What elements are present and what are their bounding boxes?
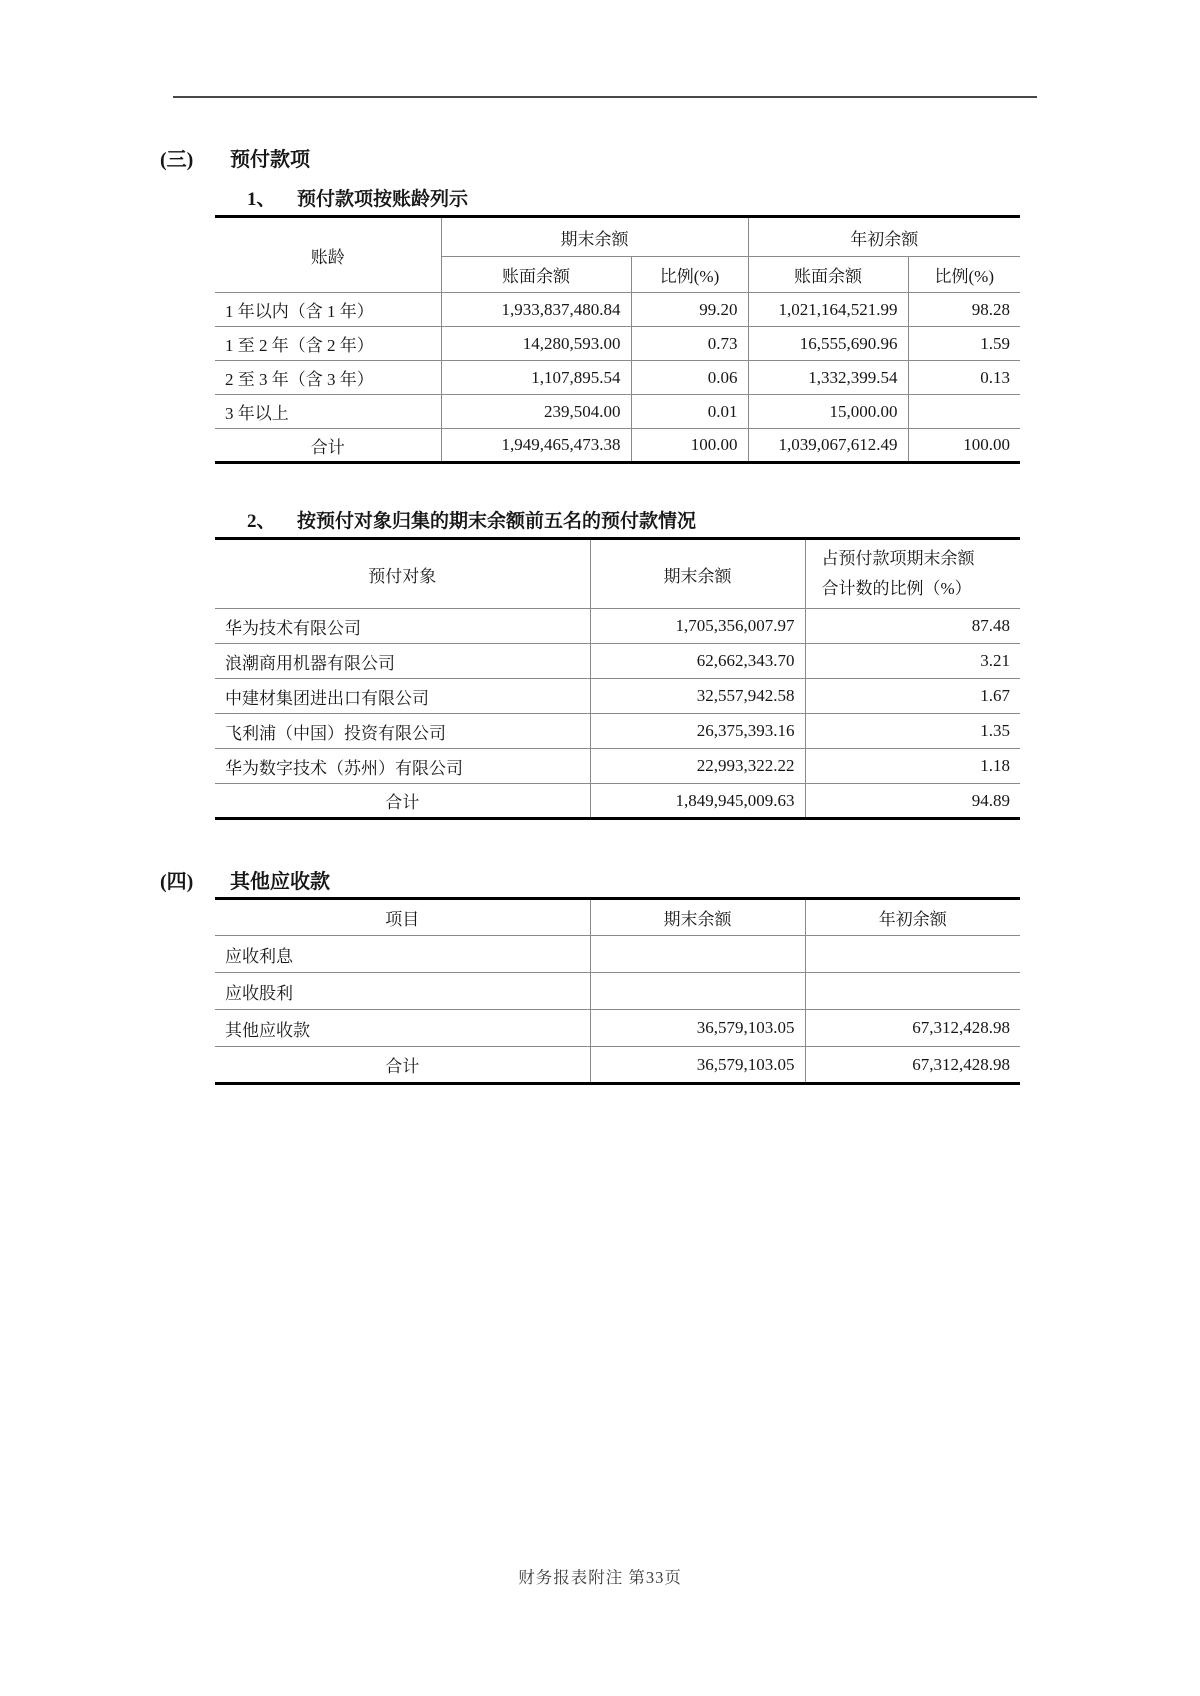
top-five-prepayment-table xyxy=(215,537,1020,820)
total-ratio-cell: 94.89 xyxy=(805,784,1020,819)
col-header-ratio: 比例(%) xyxy=(631,257,748,293)
total-label-cell: 合计 xyxy=(215,784,590,819)
subsection-2-title: 按预付对象归集的期末余额前五名的预付款情况 xyxy=(297,511,697,532)
other-receivables-table xyxy=(215,897,1020,1085)
table-row xyxy=(215,973,1020,1010)
table-row xyxy=(215,361,1020,395)
page-footer: 财务报表附注 第33页 xyxy=(518,1568,682,1587)
table-header-row xyxy=(215,539,1020,609)
subsection-1-title: 预付款项按账龄列示 xyxy=(297,189,469,210)
begin-ratio-cell: 98.28 xyxy=(908,293,1020,327)
col-header-beginning-balance: 年初余额 xyxy=(805,899,1020,936)
balance-cell: 62,662,343.70 xyxy=(590,644,805,679)
section-3-label: (三) xyxy=(160,149,194,171)
table-header-row xyxy=(215,899,1020,936)
subsection-1-heading xyxy=(247,188,1200,212)
col-header-ending-balance: 期末余额 xyxy=(441,217,748,257)
total-label-cell: 合计 xyxy=(215,429,441,463)
table-row xyxy=(215,293,1020,327)
total-end-ratio-cell: 100.00 xyxy=(631,429,748,463)
begin-balance-cell: 15,000.00 xyxy=(748,395,908,429)
aging-cell: 2 至 3 年（含 3 年） xyxy=(215,361,441,395)
end-balance-cell: 36,579,103.05 xyxy=(590,1010,805,1047)
table-total-row xyxy=(215,1047,1020,1084)
total-label-cell: 合计 xyxy=(215,1047,590,1084)
col-header-beginning-balance: 年初余额 xyxy=(748,217,1020,257)
begin-balance-cell xyxy=(805,973,1020,1010)
target-cell: 浪潮商用机器有限公司 xyxy=(215,644,590,679)
begin-balance-cell xyxy=(805,936,1020,973)
ratio-cell: 1.67 xyxy=(805,679,1020,714)
end-balance-cell: 1,107,895.54 xyxy=(441,361,631,395)
target-cell: 华为技术有限公司 xyxy=(215,609,590,644)
col-header-book-balance: 账面余额 xyxy=(441,257,631,293)
end-ratio-cell: 0.01 xyxy=(631,395,748,429)
begin-ratio-cell: 1.59 xyxy=(908,327,1020,361)
end-balance-cell: 239,504.00 xyxy=(441,395,631,429)
total-begin-ratio-cell: 100.00 xyxy=(908,429,1020,463)
col-header-prepay-target: 预付对象 xyxy=(368,566,437,586)
ratio-cell: 3.21 xyxy=(805,644,1020,679)
col-header-ending-balance: 期末余额 xyxy=(590,899,805,936)
total-balance-cell: 1,849,945,009.63 xyxy=(590,784,805,819)
page-top-rule xyxy=(173,96,1037,98)
section-3-heading xyxy=(160,148,1200,172)
begin-ratio-cell: 0.13 xyxy=(908,361,1020,395)
aging-cell: 1 年以内（含 1 年） xyxy=(215,293,441,327)
balance-cell: 22,993,322.22 xyxy=(590,749,805,784)
col-header-book-balance: 账面余额 xyxy=(748,257,908,293)
total-begin-balance-cell: 67,312,428.98 xyxy=(805,1047,1020,1084)
table-row xyxy=(215,327,1020,361)
end-ratio-cell: 0.73 xyxy=(631,327,748,361)
ratio-header-line1: 占预付款项期末余额 xyxy=(821,549,975,568)
total-end-balance-cell: 36,579,103.05 xyxy=(590,1047,805,1084)
target-cell: 华为数字技术（苏州）有限公司 xyxy=(215,749,590,784)
item-cell: 其他应收款 xyxy=(215,1010,590,1047)
aging-cell: 3 年以上 xyxy=(215,395,441,429)
table-row xyxy=(215,644,1020,679)
end-ratio-cell: 0.06 xyxy=(631,361,748,395)
prepayment-aging-table xyxy=(215,215,1020,464)
section-4-label: (四) xyxy=(160,871,194,893)
table-header-row xyxy=(215,217,1020,257)
begin-balance-cell: 67,312,428.98 xyxy=(805,1010,1020,1047)
section-3-title: 预付款项 xyxy=(230,149,310,171)
col-header-ratio: 比例(%) xyxy=(908,257,1020,293)
total-end-balance-cell: 1,949,465,473.38 xyxy=(441,429,631,463)
balance-cell: 26,375,393.16 xyxy=(590,714,805,749)
subsection-2-label: 2、 xyxy=(247,511,276,532)
table-row xyxy=(215,714,1020,749)
begin-balance-cell: 16,555,690.96 xyxy=(748,327,908,361)
balance-cell: 1,705,356,007.97 xyxy=(590,609,805,644)
total-begin-balance-cell: 1,039,067,612.49 xyxy=(748,429,908,463)
table-total-row xyxy=(215,784,1020,819)
section-4-title: 其他应收款 xyxy=(230,871,330,893)
section-4-heading xyxy=(160,870,1200,894)
item-cell: 应收利息 xyxy=(215,936,590,973)
end-balance-cell xyxy=(590,973,805,1010)
aging-cell: 1 至 2 年（含 2 年） xyxy=(215,327,441,361)
table-total-row xyxy=(215,429,1020,463)
table-row xyxy=(215,1010,1020,1047)
item-cell: 应收股利 xyxy=(215,973,590,1010)
begin-ratio-cell xyxy=(908,395,1020,429)
col-header-ending-balance: 期末余额 xyxy=(590,539,805,609)
ratio-cell: 1.18 xyxy=(805,749,1020,784)
ratio-header-line2: 合计数的比例（%） xyxy=(821,579,972,598)
table-row xyxy=(215,749,1020,784)
balance-cell: 32,557,942.58 xyxy=(590,679,805,714)
ratio-cell: 1.35 xyxy=(805,714,1020,749)
col-header-item: 项目 xyxy=(385,910,420,929)
table-row xyxy=(215,679,1020,714)
table-row xyxy=(215,936,1020,973)
subsection-1-label: 1、 xyxy=(247,189,276,210)
col-header-aging: 账龄 xyxy=(310,247,345,267)
end-balance-cell: 14,280,593.00 xyxy=(441,327,631,361)
end-ratio-cell: 99.20 xyxy=(631,293,748,327)
end-balance-cell xyxy=(590,936,805,973)
target-cell: 飞利浦（中国）投资有限公司 xyxy=(215,714,590,749)
table-row xyxy=(215,609,1020,644)
table-row xyxy=(215,395,1020,429)
col-header-ratio-of-total xyxy=(805,539,1020,609)
ratio-cell: 87.48 xyxy=(805,609,1020,644)
end-balance-cell: 1,933,837,480.84 xyxy=(441,293,631,327)
target-cell: 中建材集团进出口有限公司 xyxy=(215,679,590,714)
begin-balance-cell: 1,021,164,521.99 xyxy=(748,293,908,327)
begin-balance-cell: 1,332,399.54 xyxy=(748,361,908,395)
subsection-2-heading xyxy=(247,510,1200,534)
